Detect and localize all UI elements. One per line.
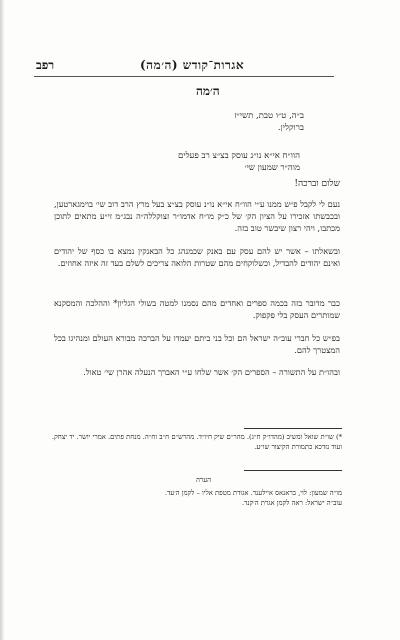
- notes-block: [52, 488, 342, 508]
- header-rule: [34, 76, 334, 77]
- greeting: שלום וברכה!: [294, 179, 340, 189]
- letter-number: ה׳מה: [196, 84, 220, 98]
- notes-title: הערה: [196, 476, 212, 484]
- addressee-title-line: הוו״ח אי״א נו״נ עוסק בצ״צ רב פעלים: [178, 151, 300, 161]
- body-paragraph: כבר מדובר בזה בכמה ספרים ואחדים מהם נסמנו למטה בשולי הגליון* וההלכה והמסקנא שמותרים העסק בלי פקפוק.: [54, 298, 340, 320]
- note-line: מו״ה שמעון: לוי, בראנאס איילענד. אגודת מטפת אליו – לקמן ה׳עד.: [164, 489, 342, 497]
- body-paragraph: בפ״ש כל חברי עוב״ה ישראל הם וכל בני ביתם יעמדו על הברכה מבורא העולם ומנהיגו בכל המצטרך להם.: [54, 333, 340, 355]
- notes-rule: [244, 470, 342, 471]
- place-line: ברוקלין.: [277, 123, 304, 133]
- scan-edge-shadow: [0, 0, 4, 640]
- page-number: רפב: [36, 58, 55, 72]
- running-header-title: אגרות־קודש (ה׳מה): [140, 58, 245, 72]
- footnote: *) שו״ת שואל ומשיב (מהדו״ק ח״ג). מהר״ם שיק חיו״ד. מהרש״ם ח״ב וח״ה. מנחת פתים. אמרי יושר. יד יצחק. ועוד נזדכא כתמורת הקיצור שו״ע.: [52, 433, 342, 451]
- addressee-name-line: מוה״ר שמעון שי׳: [244, 163, 300, 173]
- date-block: [184, 110, 304, 134]
- body-paragraph: ובהו״ת על התשורה – הספרים הק׳ אשר שלחו ע״י האברך הנעלה אהרן שי׳ טאול.: [83, 367, 340, 377]
- date-line: ב״ה, ט״ו טבת, תשי״ז: [234, 111, 304, 121]
- note-line: עוב״ה ישראל: ראה לקמן אגרת ה׳קנד.: [241, 499, 342, 507]
- addressee-block: [140, 150, 300, 174]
- body-paragraph: נעם לי לקבל פ״ש ממנו ע״י הוו״ח אי״א נו״נ עוסק בצ״צ בעל מרץ הרב דוב שי׳ בוימגארטען, ובכבשתו אזכירו על הציון הק׳ של כ״ק מו״ח אדמו״ר זצוקללה״ה נבג״מ זי״ע מתאים לתוכן מכתבו, ויהי רצון שיבשר טוב בזה.: [54, 199, 340, 233]
- body-paragraph: ובשאלתו – אשר יש להם עסק עם באנק שכמנהג כל הבאנקין נמצא בו כסף של יהודים ואינם יהודים להבדיל, וכשלוקחים מהם שטרות הלואה צריכים לשלם בעד זה איזה אחוזים.: [54, 246, 340, 268]
- footnote-rule: [244, 428, 342, 429]
